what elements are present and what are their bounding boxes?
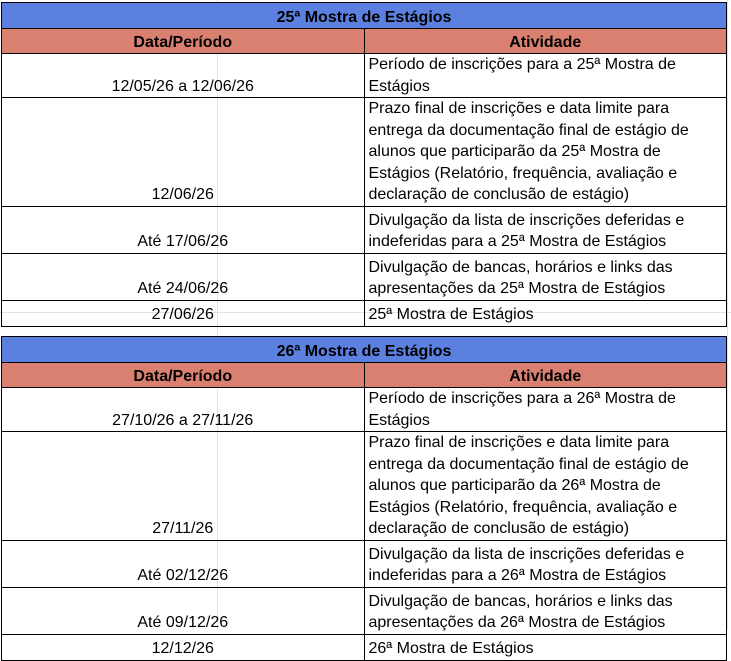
activity-cell[interactable]: Prazo final de inscrições e data limite para entrega da documentação final de estágio de alunos que participarão da 25ª Mostra de Estágios (Relatório, frequência, avaliação e declaração de conclusão de estágio) (364, 98, 727, 207)
activity-cell[interactable]: 26ª Mostra de Estágios (364, 634, 727, 660)
date-cell[interactable]: Até 24/06/26 (2, 253, 365, 300)
activity-cell[interactable]: Prazo final de inscrições e data limite para entrega da documentação final de estágio de alunos que participarão da 26ª Mostra de Estágios (Relatório, frequência, avaliação e declaração de conclusão de estágio) (364, 432, 727, 541)
column-header-activity[interactable]: Atividade (364, 363, 727, 388)
section-title[interactable]: 26ª Mostra de Estágios (2, 337, 727, 363)
date-cell[interactable]: 12/12/26 (2, 634, 365, 660)
date-cell[interactable]: Até 17/06/26 (2, 206, 365, 253)
activity-cell[interactable]: Divulgação da lista de inscrições deferidas e indeferidas para a 25ª Mostra de Estágios (364, 206, 727, 253)
date-cell[interactable]: 27/10/26 a 27/11/26 (2, 388, 365, 432)
table-row (2, 587, 727, 634)
date-cell[interactable]: 12/05/26 a 12/06/26 (2, 54, 365, 98)
column-header-date[interactable]: Data/Período (2, 29, 365, 54)
column-header-activity[interactable]: Atividade (364, 29, 727, 54)
activity-cell[interactable]: Divulgação da lista de inscrições deferidas e indeferidas para a 26ª Mostra de Estágios (364, 540, 727, 587)
date-cell[interactable]: 27/06/26 (2, 300, 365, 326)
section-title[interactable]: 25ª Mostra de Estágios (2, 3, 727, 29)
table-row (2, 540, 727, 587)
table-row (2, 253, 727, 300)
gridline-col (727, 0, 728, 630)
table-row (2, 54, 727, 98)
date-cell[interactable]: Até 02/12/26 (2, 540, 365, 587)
date-cell[interactable]: 27/11/26 (2, 432, 365, 541)
table-row (2, 634, 727, 660)
table-row (2, 300, 727, 326)
activity-cell[interactable]: Divulgação de bancas, horários e links das apresentações da 26ª Mostra de Estágios (364, 587, 727, 634)
table-row (2, 98, 727, 207)
activity-cell[interactable]: Período de inscrições para a 25ª Mostra de Estágios (364, 54, 727, 98)
table-row (2, 206, 727, 253)
activity-cell[interactable]: Divulgação de bancas, horários e links das apresentações da 25ª Mostra de Estágios (364, 253, 727, 300)
column-header-date[interactable]: Data/Período (2, 363, 365, 388)
schedule-table-26 (1, 336, 727, 661)
table-row (2, 388, 727, 432)
activity-cell[interactable]: Período de inscrições para a 26ª Mostra de Estágios (364, 388, 727, 432)
date-cell[interactable]: Até 09/12/26 (2, 587, 365, 634)
table-row (2, 432, 727, 541)
date-cell[interactable]: 12/06/26 (2, 98, 365, 207)
activity-cell[interactable]: 25ª Mostra de Estágios (364, 300, 727, 326)
schedule-table-25 (1, 2, 727, 327)
